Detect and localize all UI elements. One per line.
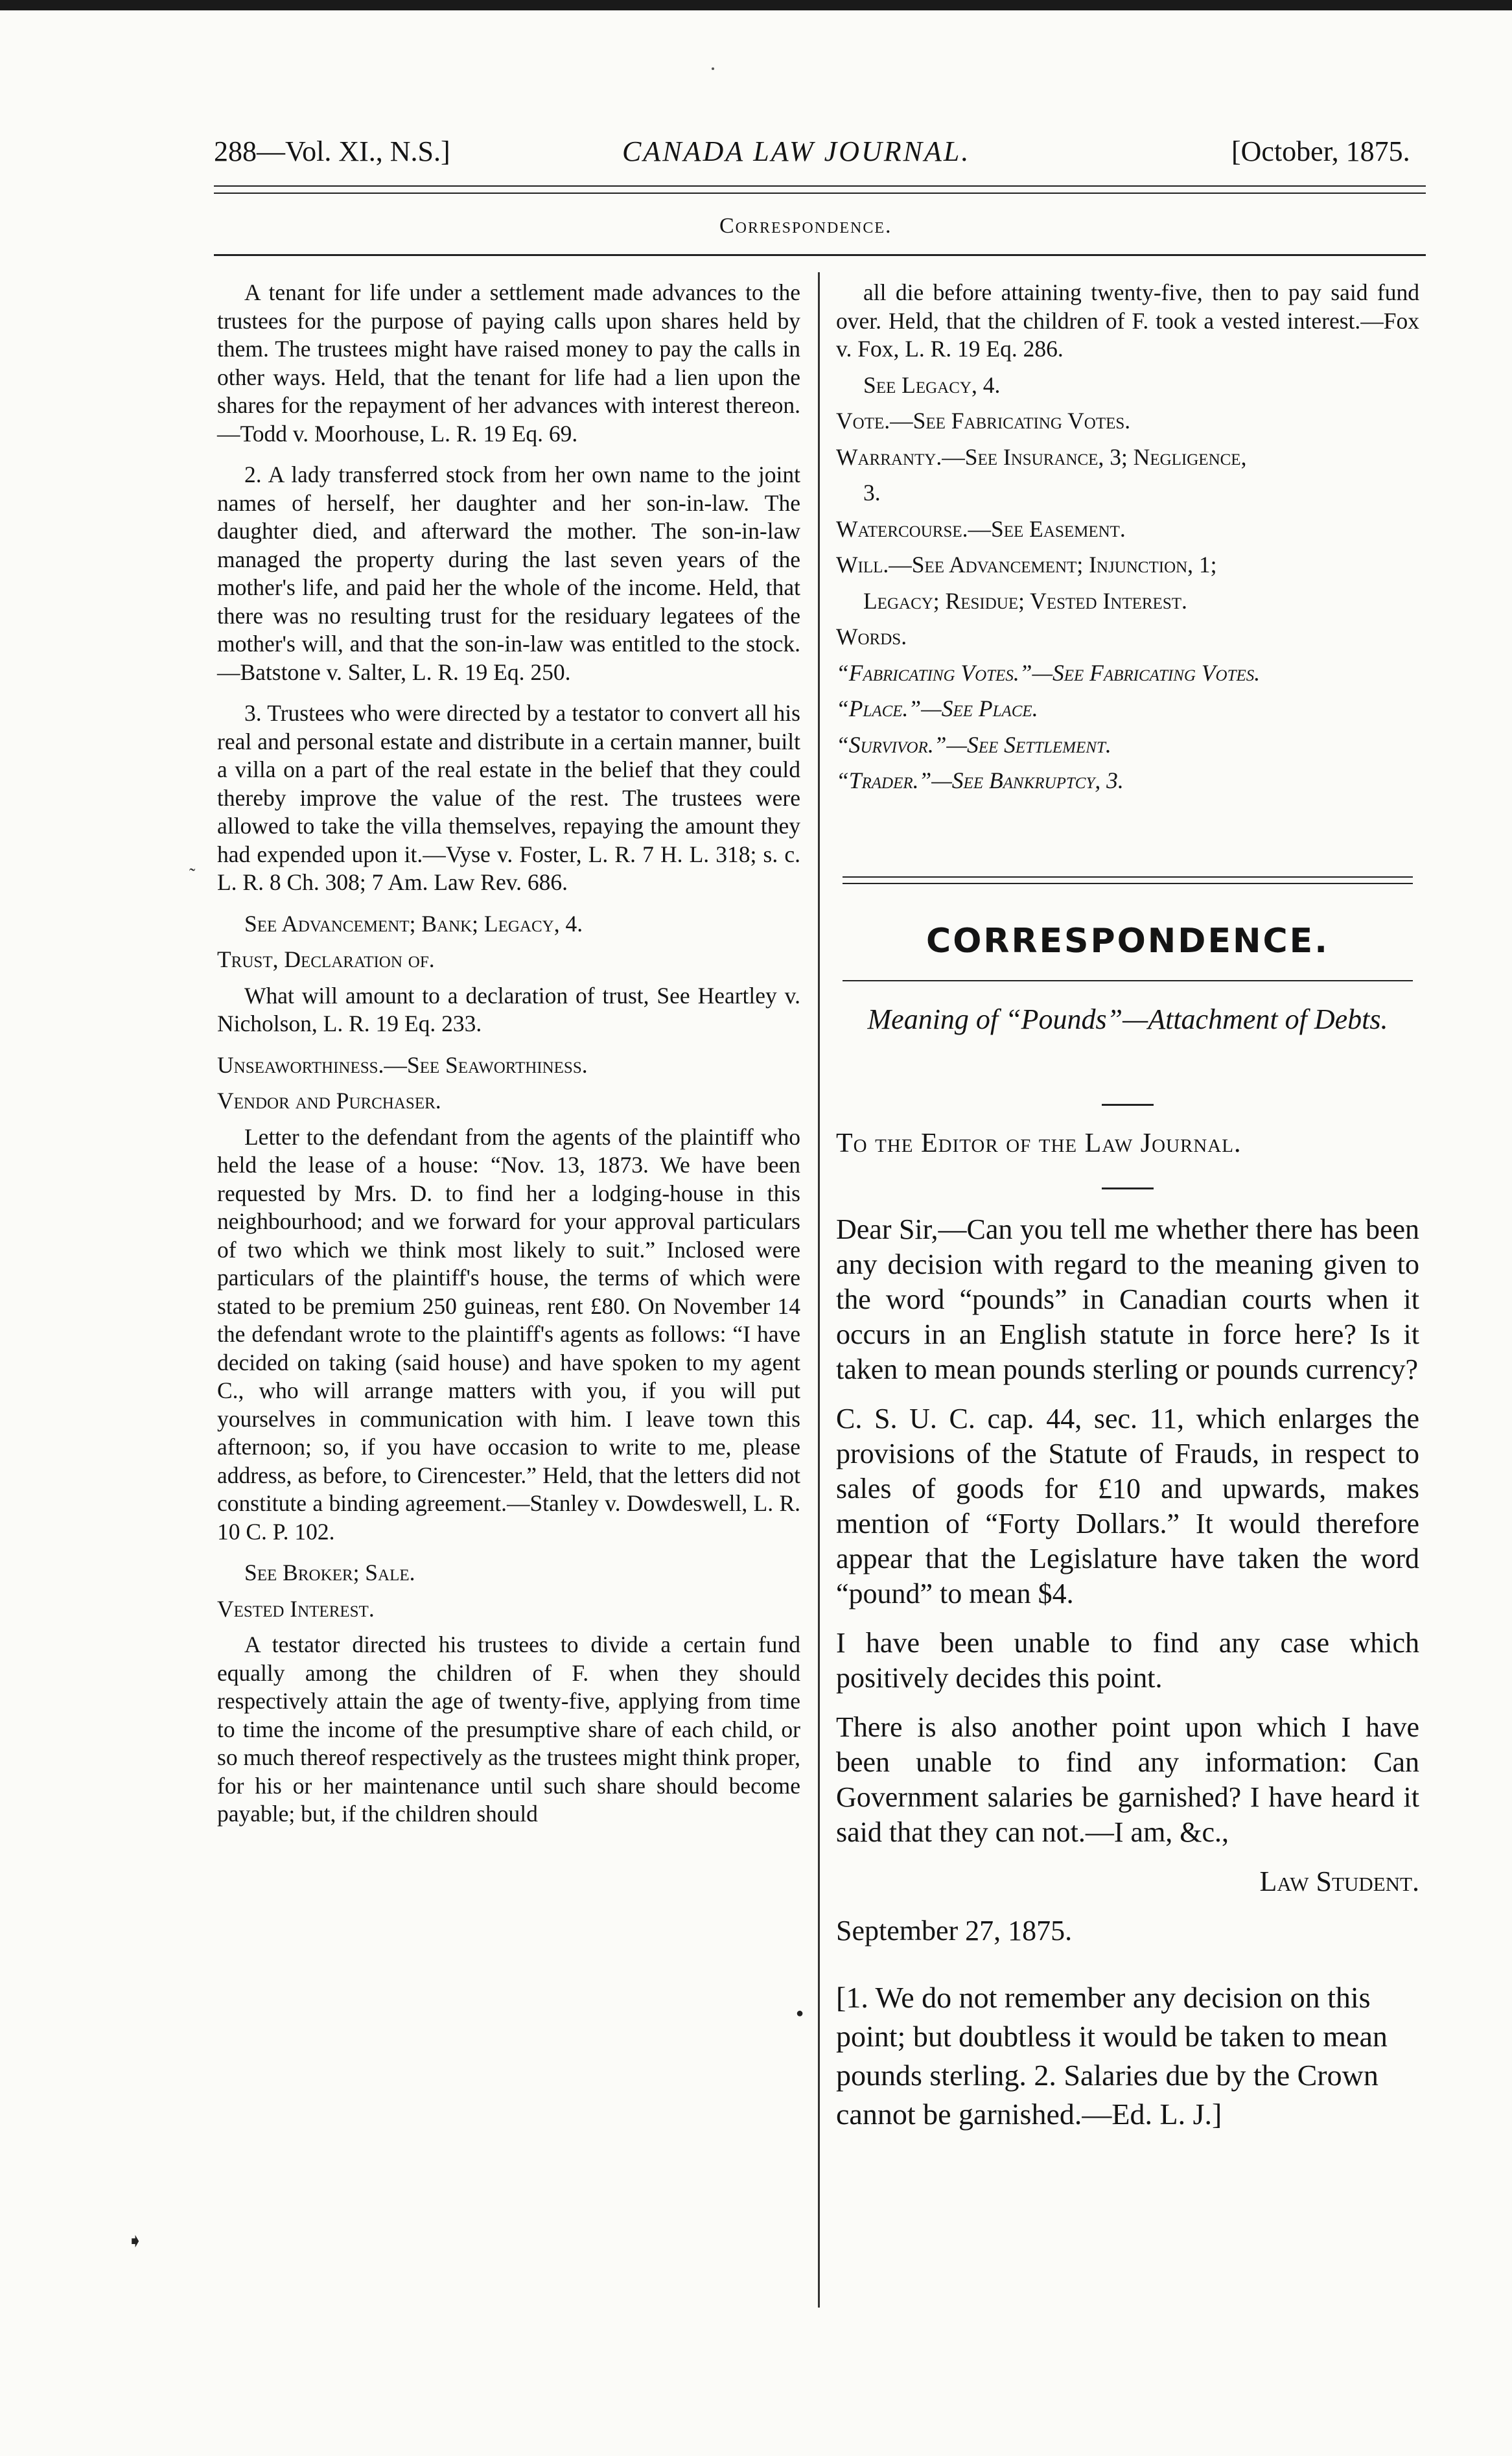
- words-trader: “Trader.”—See Bankruptcy, 3.: [836, 767, 1124, 793]
- correspondence-rule-top-1: [843, 876, 1413, 878]
- entry-will: Will.—See Advancement; Injunction, 1;: [836, 552, 1217, 578]
- correspondence-title: CORRESPONDENCE.: [926, 922, 1329, 961]
- entry-watercourse: Watercourse.—See Easement.: [836, 515, 1126, 542]
- entry-vote: Vote.—See Fabricating Votes.: [836, 408, 1131, 434]
- page-header-date: [October, 1875.: [1231, 135, 1410, 167]
- entry-warranty-cont: 3.: [863, 480, 881, 506]
- section-label: Correspondence.: [719, 214, 892, 238]
- editor-note: [1. We do not remember any decision on this point; but doubtless it would be taken to mean pounds sterling. 2. Salaries due by the Crown cannot be garnished.—Ed. L. J.]: [836, 1981, 1388, 2131]
- correspondence-title-rule: [843, 980, 1413, 981]
- letter-signature: Law Student.: [1259, 1865, 1419, 1897]
- correspondence-rule-top-2: [843, 883, 1413, 884]
- entry-will-cont: Legacy; Residue; Vested Interest.: [863, 587, 1187, 614]
- scan-mark-blot: ➧: [127, 2230, 144, 2252]
- salutation-short-rule: [1102, 1187, 1154, 1189]
- scan-mark-dash: ˜: [189, 865, 196, 885]
- digest-paragraph-1: A tenant for life under a settlement made advances to the trustees for the purpose of paying calls upon shares held by them. The trustees might have raised money to pay the calls in other ways. Held, that the tenant for life had a lien upon the shares for the repayment of her advances with interest thereon.—Todd v. Moorhouse, L. R. 19 Eq. 69.: [217, 279, 800, 447]
- heading-vested-interest: Vested Interest.: [217, 1595, 375, 1622]
- column-divider: [818, 272, 820, 2308]
- page-top-edge: [0, 0, 1512, 10]
- correspondence-subtitle: Meaning of “Pounds”—Attachment of Debts.: [867, 1003, 1388, 1035]
- scan-speck: [712, 67, 714, 70]
- digest-paragraph-3: 3. Trustees who were directed by a testator to convert all his real and personal estate and distribute in a certain manner, built a villa on a part of the real estate in the belief that they could thereby improve the value of the rest. The trustees were allowed to take the villa themselves, repaying the amount they had expended upon it.—Vyse v. Foster, L. R. 7 H. L. 318; s. c. L. R. 8 Ch. 308; 7 Am. Law Rev. 686.: [217, 700, 800, 895]
- trust-declaration-text: What will amount to a declaration of trust, See Heartley v. Nicholson, L. R. 19 Eq. 233.: [217, 982, 800, 1036]
- heading-trust-declaration: Trust, Declaration of.: [217, 946, 435, 972]
- letter-paragraph-4: There is also another point upon which I have been unable to find any information: Can Government salaries be garnished? I have heard it said that they can not.—I am, &c.,: [836, 1711, 1419, 1848]
- scan-mark-dot: ●: [796, 2006, 804, 2020]
- heading-vendor-purchaser: Vendor and Purchaser.: [217, 1088, 441, 1114]
- heading-words: Words.: [836, 624, 907, 649]
- header-rule-bottom: [214, 193, 1426, 194]
- letter-body: [836, 1212, 1419, 2164]
- cross-reference-advancement: See Advancement; Bank; Legacy, 4.: [244, 910, 583, 937]
- entry-warranty: Warranty.—See Insurance, 3; Negligence,: [836, 443, 1247, 470]
- words-fabricating-votes: “Fabricating Votes.”—See Fabricating Votes.: [836, 659, 1261, 686]
- digest-paragraph-2: 2. A lady transferred stock from her own name to the joint names of herself, her daughter and her son-in-law. The daughter died, and afterward the mother. The son-in-law managed the property during the last seven years of the mother's life, and paid her the whole of the income. Held, that there was no resulting trust for the residuary legatees of the mother's will, and that the son-in-law was entitled to the stock.—Batstone v. Salter, L. R. 19 Eq. 250.: [217, 462, 800, 685]
- letter-paragraph-3: I have been unable to find any case which positively decides this point.: [836, 1627, 1419, 1694]
- cross-reference-legacy: See Legacy, 4.: [863, 371, 1001, 398]
- page-header-volume: 288—Vol. XI., N.S.]: [214, 135, 450, 167]
- words-place: “Place.”—See Place.: [836, 696, 1038, 721]
- left-column: [217, 279, 800, 1842]
- letter-paragraph-1: Dear Sir,—Can you tell me whether there has been any decision with regard to the meaning given to the word “pounds” in Canadian courts when it occurs in an English statute in force here? Is it taken to mean pounds sterling or pounds currency?: [836, 1213, 1419, 1385]
- cross-reference-broker: See Broker; Sale.: [244, 1560, 415, 1585]
- section-rule: [214, 254, 1426, 256]
- vendor-purchaser-text: Letter to the defendant from the agents of the plaintiff who held the lease of a house: “Nov. 13, 1873. We have been requested by Mrs. D. to find her a lodging-house in this neighbourhood; and we forward for your approval particulars of two which we think most likely to suit.” Inclosed were particulars of the plaintiff's house, the terms of which were stated to be premium 250 guineas, rent £80. On November 14 the defendant wrote to the plaintiff's agents as follows: “I have decided on taking (said house) and have spoken to my agent C., who will arrange matters with you, if you will put yourselves in communication with him. I leave town this afternoon; so, if you have occasion to write to me, please address, as before, to Cirencester.” Held, that the letters did not constitute a binding agreement.—Stanley v. Dowdeswell, L. R. 10 C. P. 102.: [217, 1123, 800, 1545]
- vested-interest-text: A testator directed his trustees to divide a certain fund equally among the children of F. when they should respectively attain the age of twenty-five, applying from time to time the income of the presumptive share of each child, or so much thereof respectively as the trustees might think proper, for his or her maintenance until such share should become payable; but, if the children should: [217, 1631, 800, 1827]
- letter-paragraph-2: C. S. U. C. cap. 44, sec. 11, which enlarges the provisions of the Statute of Frauds, in respect to sales of goods for £10 and upwards, makes mention of “Forty Dollars.” It would therefore appear that the Legislature have taken the word “pound” to mean $4.: [836, 1403, 1419, 1609]
- letter-date: September 27, 1875.: [836, 1915, 1073, 1947]
- words-survivor: “Survivor.”—See Settlement.: [836, 731, 1111, 758]
- to-editor-line: To the Editor of the Law Journal.: [836, 1129, 1242, 1158]
- right-column-index: [836, 279, 1419, 803]
- subtitle-short-rule: [1102, 1104, 1154, 1106]
- header-rule-top: [214, 185, 1426, 187]
- page-header-title: CANADA LAW JOURNAL.: [622, 135, 971, 167]
- entry-unseaworthiness: Unseaworthiness.—See Seaworthiness.: [217, 1051, 588, 1078]
- vested-interest-continuation: all die before attaining twenty-five, then to pay said fund over. Held, that the children of F. took a vested interest.—Fox v. Fox, L. R. 19 Eq. 286.: [836, 279, 1419, 362]
